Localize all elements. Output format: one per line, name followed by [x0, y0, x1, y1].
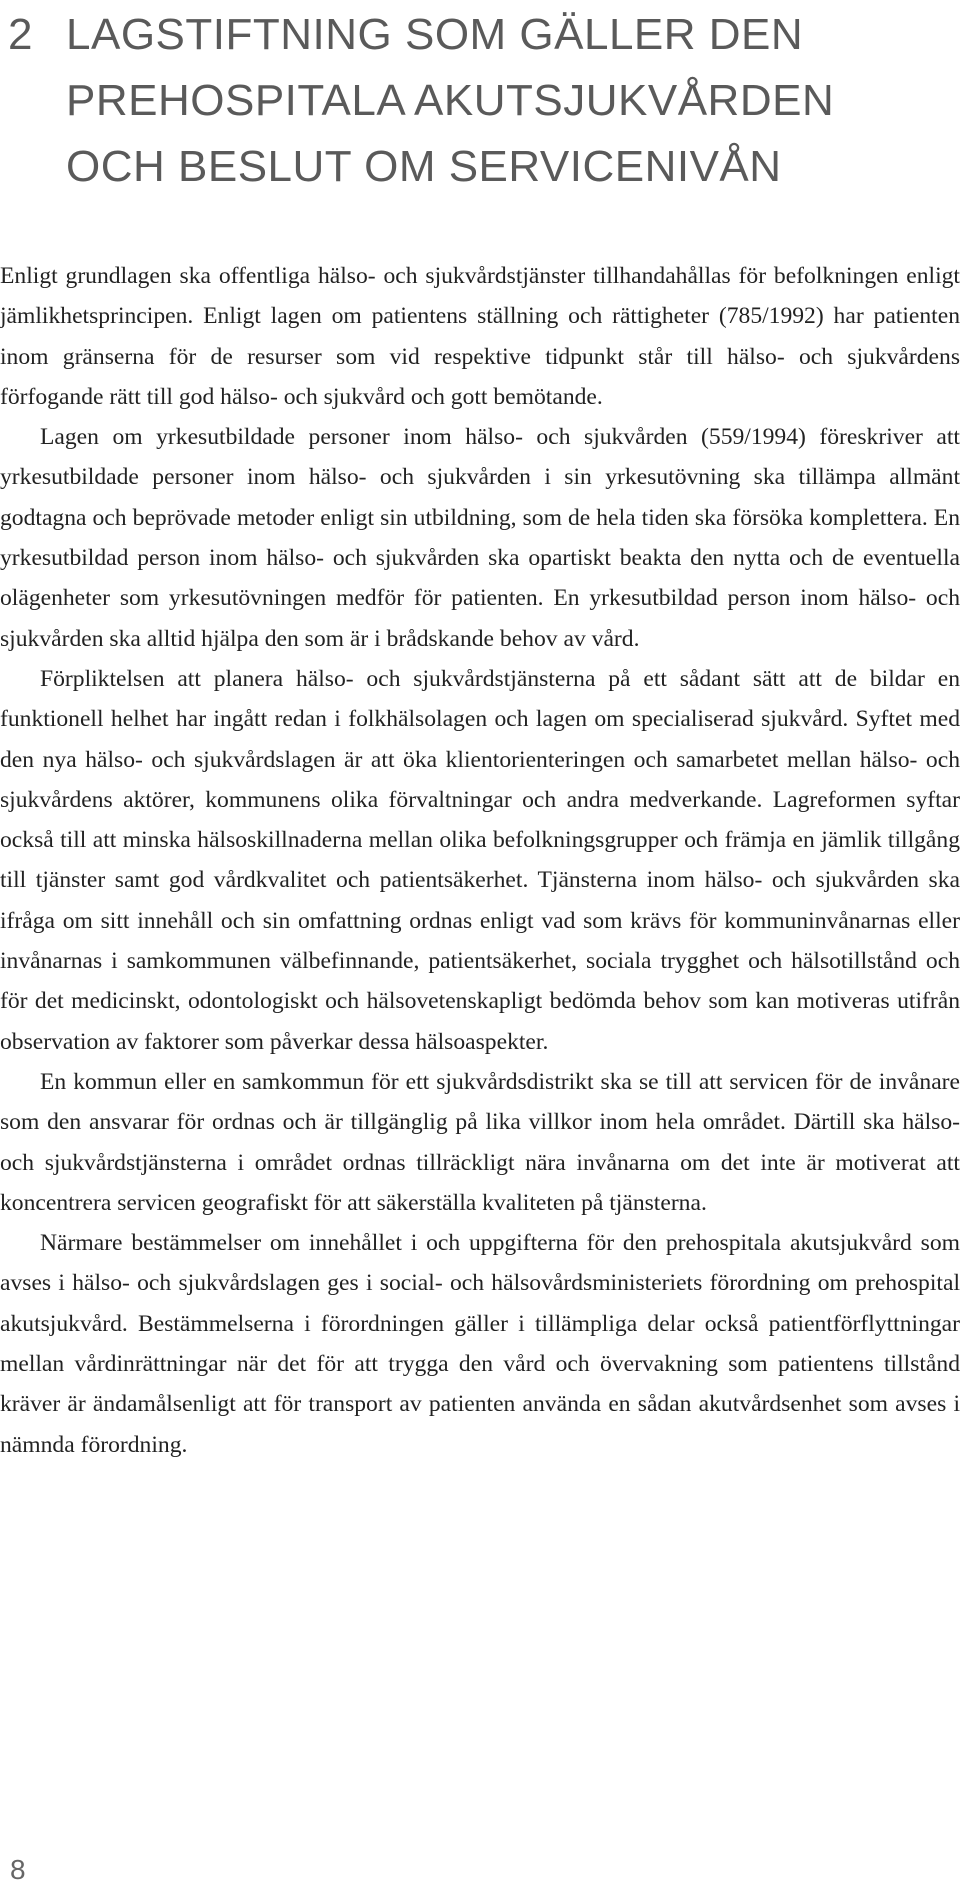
- chapter-number: 2: [8, 10, 33, 59]
- paragraph-1: Enligt grundlagen ska offentliga hälso- och sjukvårdstjänster tillhandahållas för befolkningen enligt jämlikhetsprincipen. Enligt lagen om patientens ställning och rättigheter (785/1992) har patienten inom gränserna för de resurser som vid respektive tidpunkt står till hälso- och sjukvårdens förfogande rätt till god hälso- och sjukvård och gott bemötande.: [0, 263, 960, 410]
- page-number: 8: [10, 1854, 26, 1885]
- paragraph-4: En kommun eller en samkommun för ett sjukvårdsdistrikt ska se till att servicen för de invånare som den ansvarar för ordnas och är tillgänglig på lika villkor inom hela området. Därtill ska hälso- och sjukvårdstjänsterna i området ordnas tillräckligt nära invånarna om det inte är motiverat att koncentrera servicen geografiskt för att säkerställa kvaliteten på tjänsterna.: [0, 1068, 960, 1216]
- body-text: [0, 256, 960, 1465]
- paragraph-3: Förpliktelsen att planera hälso- och sjukvårdstjänsterna på ett sådant sätt att de bildar en funktionell helhet har ingått redan i folkhälsolagen och lagen om specialiserad sjukvård. Syftet med den nya hälso- och sjukvårdslagen är att öka klientorienteringen och samarbetet mellan hälso- och sjukvårdens aktörer, kommunens olika förvaltningar och andra medverkande. Lagreformen syftar också till att minska hälsoskillnaderna mellan olika befolkningsgrupper och främja en jämlik tillgång till tjänster samt god vårdkvalitet och patientsäkerhet. Tjänsterna inom hälso- och sjukvården ska ifråga om sitt innehåll och sin omfattning ordnas enligt vad som krävs för kommuninvånarnas eller invånarnas i samkommunen välbefinnande, patientsäkerhet, sociala trygghet och hälsotillstånd och för det medicinskt, odontologiskt och hälsovetenskapligt bedömda behov som kan motiveras utifrån observation av faktorer som påverkar dessa hälsoaspekter.: [0, 665, 960, 1055]
- paragraph-2: Lagen om yrkesutbildade personer inom hälso- och sjukvården (559/1994) föreskriver att yrkesutbildade personer inom hälso- och sjukvården i sin yrkesutövning ska tillämpa allmänt godtagna och beprövade metoder enligt sin utbildning, som de hela tiden ska försöka komplettera. En yrkesutbildad person inom hälso- och sjukvården ska opartiskt beakta den nytta och de eventuella olägenheter som yrkesutövningen medför för patienten. En yrkesutbildad person inom hälso- och sjukvården ska alltid hjälpa den som är i brådskande behov av vård.: [0, 424, 960, 652]
- paragraph-5: Närmare bestämmelser om innehållet i och uppgifterna för den prehospitala akutsjukvård som avses i hälso- och sjukvårdslagen ges i social- och hälsovårdsministeriets förordning om prehospital akutsjukvård. Bestämmelserna i förordningen gäller i tillämpliga delar också patientförflyttningar mellan vårdinrättningar när det för att trygga den vård och övervakning som patientens tillstånd kräver är ändamålsenligt att för transport av patienten använda en sådan akutvårdsenhet som avses i nämnda förordning.: [0, 1230, 960, 1458]
- chapter-title: LAGSTIFTNING SOM GÄLLER DEN PREHOSPITALA AKUTSJUKVÅRDEN OCH BESLUT OM SERVICENIVÅN: [66, 10, 835, 191]
